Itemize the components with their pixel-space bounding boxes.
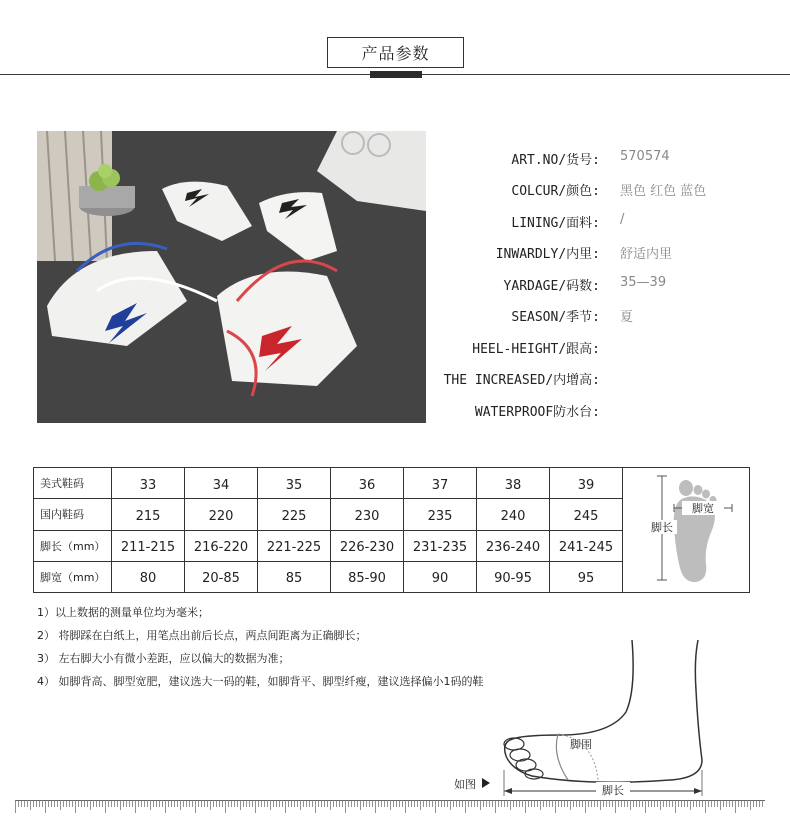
table-cell: 95 <box>550 561 623 592</box>
spec-value: 舒适内里 <box>620 247 673 262</box>
table-cell: 225 <box>258 499 331 530</box>
spec-value: 黑色 红色 蓝色 <box>620 184 707 199</box>
table-cell: 38 <box>477 468 550 499</box>
product-photo <box>37 131 426 423</box>
table-cell: 85 <box>258 561 331 592</box>
table-cell: 240 <box>477 499 550 530</box>
spec-row-art-no <box>430 149 780 169</box>
table-cell: 90 <box>404 561 477 592</box>
row-header: 脚长（mm） <box>34 530 112 561</box>
girth-label: 脚围 <box>570 738 592 751</box>
note-4: 4） 如脚背高、脚型宽肥，建议选大一码的鞋，如脚背平、脚型纤瘦，建议选择偏小1码的鞋 <box>37 675 484 688</box>
foot-diagram-cell <box>623 468 750 593</box>
table-cell: 221-225 <box>258 530 331 561</box>
table-cell: 216-220 <box>185 530 258 561</box>
ruler-ticks <box>16 800 766 813</box>
sneakers-photo-illustration <box>37 131 426 423</box>
spec-label: THE INCREASED/内增高: <box>443 373 600 388</box>
header-box <box>327 37 464 68</box>
footprint-icon <box>624 468 749 588</box>
spec-label: COLCUR/颜色: <box>511 184 600 199</box>
table-cell: 230 <box>331 499 404 530</box>
spec-row-lining <box>430 212 780 232</box>
spec-row-inwardly <box>430 243 780 263</box>
spec-row-heel-height <box>430 338 780 358</box>
note-1: 1）以上数据的测量单位均为毫米； <box>37 606 209 619</box>
spec-label: HEEL-HEIGHT/跟高: <box>472 342 600 357</box>
table-cell: 236-240 <box>477 530 550 561</box>
spec-value: 35—39 <box>620 275 667 290</box>
spec-row-yardage <box>430 275 780 295</box>
table-cell: 90-95 <box>477 561 550 592</box>
table-cell: 35 <box>258 468 331 499</box>
row-header: 美式鞋码 <box>34 468 112 499</box>
table-cell: 36 <box>331 468 404 499</box>
table-cell: 211-215 <box>112 530 185 561</box>
table-cell: 245 <box>550 499 623 530</box>
ruler-graphic <box>15 800 765 814</box>
table-cell: 226-230 <box>331 530 404 561</box>
play-arrow-icon <box>482 778 490 788</box>
table-cell: 215 <box>112 499 185 530</box>
table-cell: 220 <box>185 499 258 530</box>
table-cell: 80 <box>112 561 185 592</box>
table-cell: 37 <box>404 468 477 499</box>
foot-width-label: 脚宽 <box>691 502 714 515</box>
spec-label: INWARDLY/内里: <box>495 247 600 262</box>
foot-measure-diagram <box>440 630 730 800</box>
table-cell: 241-245 <box>550 530 623 561</box>
length-label: 脚长 <box>602 784 624 797</box>
spec-label: YARDAGE/码数: <box>503 279 600 294</box>
header-accent-bar <box>370 71 422 78</box>
spec-label: WATERPROOF防水台: <box>474 405 600 420</box>
foot-length-label: 脚长 <box>650 521 673 534</box>
table-cell: 39 <box>550 468 623 499</box>
size-table <box>33 467 750 593</box>
row-header: 脚宽（mm） <box>34 561 112 592</box>
spec-value: 夏 <box>620 310 634 325</box>
table-cell: 85-90 <box>331 561 404 592</box>
note-2: 2） 将脚踩在白纸上，用笔点出前后长点，两点间距离为正确脚长； <box>37 629 367 642</box>
spec-value: / <box>620 212 625 227</box>
spec-label: SEASON/季节: <box>511 310 600 325</box>
note-3: 3） 左右脚大小有微小差距，应以偏大的数据为准； <box>37 652 290 665</box>
row-header: 国内鞋码 <box>34 499 112 530</box>
table-cell: 20-85 <box>185 561 258 592</box>
table-row <box>34 468 750 499</box>
spec-row-waterproof <box>430 401 780 421</box>
spec-label: LINING/面料: <box>511 216 600 231</box>
table-cell: 34 <box>185 468 258 499</box>
page-title: 产品参数 <box>328 38 463 67</box>
spec-row-color <box>430 180 780 200</box>
spec-row-season <box>430 306 780 326</box>
spec-row-increased <box>430 369 780 389</box>
spec-label: ART.NO/货号: <box>511 153 600 168</box>
table-cell: 231-235 <box>404 530 477 561</box>
table-cell: 33 <box>112 468 185 499</box>
spec-value: 570574 <box>620 149 670 164</box>
table-cell: 235 <box>404 499 477 530</box>
as-shown-label: 如图 <box>454 778 476 791</box>
